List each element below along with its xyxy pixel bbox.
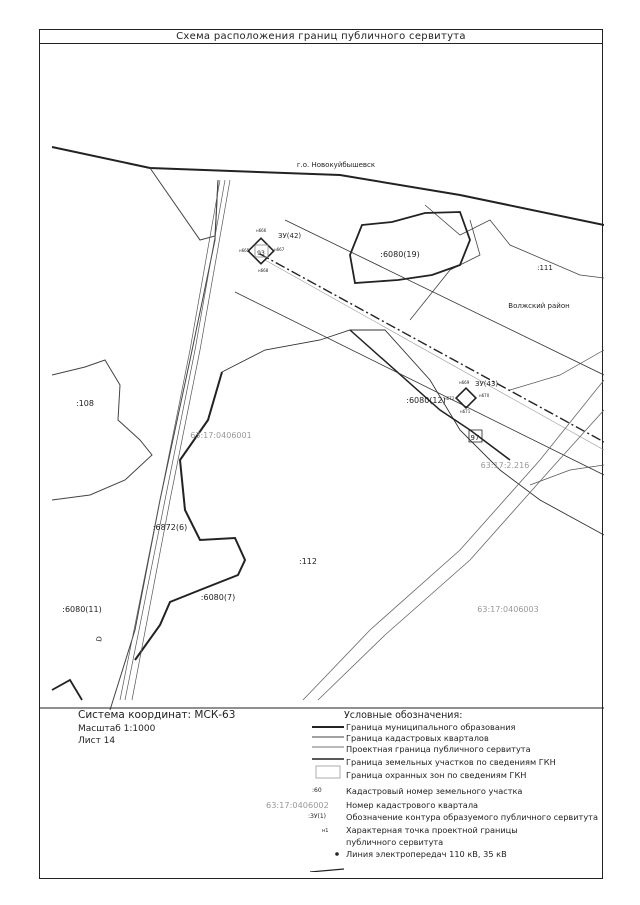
parcel-6080-19 <box>350 212 470 283</box>
legend-sym-point: н1 <box>322 828 329 834</box>
servitude-boundary <box>235 292 604 475</box>
road-edge <box>132 180 230 700</box>
point-mark: н671 <box>460 409 471 414</box>
quarter-boundary <box>510 350 604 390</box>
scale: Масштаб 1:1000 <box>78 724 156 734</box>
label-parcel-6872-6: :6872(6) <box>152 523 188 532</box>
label-zone-42: ЗУ(42) <box>278 232 302 240</box>
legend-item-point-2: публичного сервитута <box>346 837 444 847</box>
label-municipality: г.о. Новокуйбышевск <box>296 161 376 169</box>
servitude-boundary <box>265 260 604 450</box>
point-mark: н670 <box>479 393 490 398</box>
label-quarter-2: 63:17:0406003 <box>477 605 539 614</box>
label-parcel-108: :108 <box>76 399 94 408</box>
municipality-boundary <box>52 147 604 225</box>
point-mark: н669 <box>459 380 470 385</box>
legend-zone-box <box>316 766 340 778</box>
parcel-6872-6 <box>135 372 245 660</box>
label-parcel-111: :111 <box>537 264 553 272</box>
label-district: Волжский район <box>508 302 570 310</box>
point-mark: н672 <box>444 396 455 401</box>
legend-item-servitude: Проектная граница публичного сервитута <box>346 744 531 754</box>
label-quarter-1: 63:17:0406001 <box>190 431 252 440</box>
quarter-boundary <box>530 465 604 485</box>
label-box-97: 97 <box>470 434 480 442</box>
point-mark: н668 <box>258 268 269 273</box>
servitude-contour-43 <box>456 388 476 408</box>
quarter-boundary <box>110 180 218 710</box>
legend-item-parcels: Граница земельных участков по сведениям ГКН <box>346 757 556 767</box>
label-zone-43: ЗУ(43) <box>475 380 499 388</box>
road-edge <box>120 180 220 700</box>
legend-item-point: Характерная точка проектной границы <box>346 825 518 835</box>
point-mark: н666 <box>256 228 267 233</box>
label-parcel-112: :112 <box>299 557 317 566</box>
map-sheet <box>39 29 603 879</box>
label-box-93: 93 <box>257 250 265 257</box>
power-line <box>260 254 604 442</box>
label-parcel-6080-12: :6080(12) <box>406 396 446 405</box>
quarter-boundary <box>52 680 82 700</box>
legend-point-icon <box>335 852 339 856</box>
point-mark: н667 <box>274 247 285 252</box>
label-line-id: 63:17:2.216 <box>480 461 530 470</box>
coord-system: Система координат: МСК-63 <box>78 709 236 721</box>
servitude-boundary <box>285 220 604 375</box>
legend-item-municipality: Граница муниципального образования <box>346 722 516 732</box>
legend-symbols <box>310 722 346 872</box>
label-road: D <box>95 635 104 643</box>
road-edge <box>303 380 604 700</box>
legend-powerline <box>310 869 344 872</box>
legend-item-parcel-num: Кадастровый номер земельного участка <box>346 786 523 796</box>
legend-item-zones: Граница охранных зон по сведениям ГКН <box>346 770 527 780</box>
legend-sym-parcel-num: :60 <box>312 787 322 794</box>
sheet-number: Лист 14 <box>78 736 116 746</box>
label-parcel-6080-7: :6080(7) <box>200 593 236 602</box>
quarter-boundary <box>52 360 152 500</box>
parcel-6080-7 <box>222 330 604 535</box>
label-parcel-6080-19: :6080(19) <box>380 250 420 259</box>
legend-sym-quarter-num: 63:17:0406002 <box>266 800 329 810</box>
point-mark: н665 <box>239 248 250 253</box>
quarter-boundary <box>150 168 218 240</box>
label-parcel-6080-11: :6080(11) <box>62 605 102 614</box>
legend-item-quarter-num: Номер кадастрового квартала <box>346 800 479 810</box>
legend-sym-contour: :ЗУ(1) <box>308 813 327 820</box>
map-title: Схема расположения границ публичного сервитута <box>40 30 602 44</box>
legend-item-quarters: Граница кадастровых кварталов <box>346 733 489 743</box>
legend-item-powerline: Линия электропередач 110 кВ, 35 кВ <box>346 849 507 859</box>
legend-item-contour: Обозначение контура образуемого публичного сервитута <box>346 812 598 822</box>
legend-title: Условные обозначения: <box>344 710 463 721</box>
